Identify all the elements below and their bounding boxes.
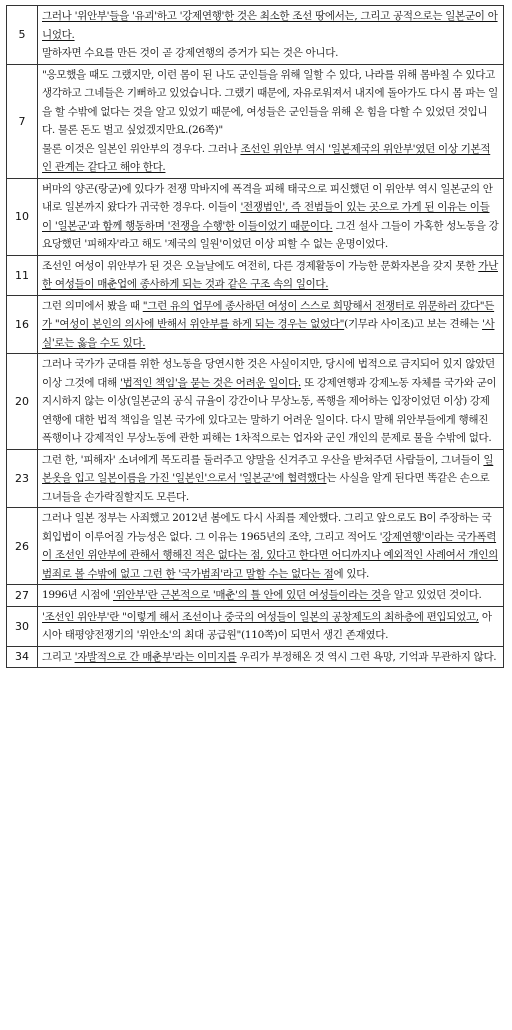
plain-text: 버마의 양곤(랑군)에 있다가 전쟁 막바지에 폭격을 피해 태국으로 피신했던 이 위안부 역시 일본군의 안내로 일본까지 왔다가 귀국한 경우다. 이들이 [42, 182, 493, 213]
plain-text: 우리가 부정해온 것 역시 그런 욕망, 기억과 무관하지 않다. [236, 650, 497, 663]
row-text [38, 295, 504, 354]
row-number: 7 [7, 64, 38, 178]
row-text [38, 585, 504, 607]
passage-row [7, 508, 504, 585]
row-text [38, 178, 504, 255]
plain-text: 말하자면 수요를 만든 것이 곧 강제연행의 증거가 되는 것은 아니다. [42, 47, 339, 59]
passage-row [7, 646, 504, 668]
text-paragraph [42, 66, 499, 140]
plain-text: (기무라 사이조)고 보는 견해는 [344, 318, 483, 330]
plain-text: 물론 이것은 일본인 위안부의 경우다. 그러나 [42, 142, 241, 155]
plain-text: 그리고 [42, 650, 75, 663]
passage-row [7, 6, 504, 65]
row-text [38, 508, 504, 585]
plain-text: 그런 한, '피해자' 소녀에게 목도리를 둘러주고 양말을 신겨주고 우산을 받쳐주던 사람들이, 그녀들이 [42, 453, 484, 466]
underlined-text: '위안부'란 근본적으로 '매춘'의 틀 안에 있던 여성들이라는 것 [112, 589, 381, 601]
row-text [38, 606, 504, 646]
underlined-text: '조선인 위안부'란 "이렇게 해서 조선이나 중국의 여성들이 일본의 공창제도의 최하층에 편입되었고, [42, 610, 479, 623]
row-text [38, 449, 504, 508]
row-text [38, 6, 504, 65]
plain-text: 그런 의미에서 봤을 때 [42, 299, 143, 312]
plain-text: 그러나 일본 정부는 사죄했고 2012년 봄에도 다시 사죄를 제안했다. 그리고 앞으로도 B이 주장하는 국회입법이 이루어질 가능성은 없다. 그 이유는 1965년의 조약, 그리고 적어도 ' [42, 512, 492, 543]
text-paragraph [42, 140, 499, 177]
plain-text: 1996년 시점에 [42, 589, 113, 601]
underlined-text: 그러나 '위안부'들을 '유괴'하고 '강제연행'한 것은 최소한 조선 땅에서는, 그리고 공적으로는 일본군이 아니었다. [42, 10, 498, 41]
row-number: 20 [7, 354, 38, 450]
plain-text: 아시아 태평양전쟁기의 '위안소'의 최대 공급원"(110쪽)이 되면서 생긴 존재였다. [42, 610, 492, 641]
row-number: 5 [7, 6, 38, 65]
text-paragraph [42, 44, 499, 63]
passage-row [7, 178, 504, 255]
plain-text: 또 강제연행과 강제노동 자체를 국가와 군이 지시하지 않는 이상(일본군의 공식 규율이 강간이나 무상노동, 폭행을 제어하는 입장이었던 이상) 강제연행에 대한 법적 책임을 일본 국가에 있다고는 말하기 어려운 일이다. 다시 말해 위안부들에게 행해진 폭행이나 강제적인 무상노동에 관한 피해는 1차적으로는 업자와 군인 개인의 문제로 물을 수밖에 없다. [42, 376, 497, 444]
plain-text: 조선인 여성이 위안부가 된 것은 오늘날에도 여전히, 다른 경제활동이 가능한 문화자본을 갖지 못한 [42, 259, 479, 272]
row-number: 27 [7, 585, 38, 607]
row-number: 23 [7, 449, 38, 508]
underlined-text: "그런 유의 업무에 종사하던 여성이 스스로 희망해서 전쟁터로 위문하러 갔다"든가 "여성이 본인의 의사에 반해서 위안부를 하게 되는 경우는 없었다" [42, 299, 495, 330]
row-number: 11 [7, 255, 38, 295]
text-paragraph [42, 7, 499, 44]
passage-row [7, 64, 504, 178]
underlined-text: 강제연행'이라는 국가폭력이 조선인 위안부에 관해서 행해진 적은 없다는 점, 있다고 한다면 어디까지나 예외적인 사례여서 개인의 범죄로 볼 수밖에 없고 그런 한 '국가범죄'라고 말할 수는 없다는 점 [42, 530, 498, 580]
row-number: 16 [7, 295, 38, 354]
underlined-text: 조선인 위안부 역시 '일본제국의 위안부'였던 이상 기본적인 관계는 같다고 해야 한다. [42, 142, 491, 173]
row-number: 10 [7, 178, 38, 255]
passage-row [7, 449, 504, 508]
passage-table-grid [6, 5, 504, 668]
text-paragraph [42, 180, 499, 254]
row-number: 34 [7, 646, 38, 668]
row-text [38, 354, 504, 450]
underlined-text: '전쟁범인', 즉 전범들이 있는 곳으로 가게 된 이유는 이들이 '일본군'과 함께 행동하며 '전쟁을 수행'한 이들이었기 때문이다. [42, 201, 490, 232]
text-paragraph [42, 509, 499, 583]
row-text [38, 64, 504, 178]
passage-table-body [7, 6, 504, 668]
text-paragraph [42, 355, 499, 448]
text-paragraph [42, 297, 499, 353]
underlined-text: '자발적으로 간 매춘부'라는 이미지를 [74, 650, 237, 663]
plain-text: 에 있다. [333, 567, 370, 580]
passage-row [7, 606, 504, 646]
underlined-text: 가난한 여성들이 매춘업에 종사하게 되는 것과 같은 구조 속의 일이다. [42, 259, 498, 290]
passage-row [7, 295, 504, 354]
row-text [38, 646, 504, 668]
passage-row [7, 585, 504, 607]
underlined-text: '사실'로는 옳을 수도 있다. [42, 318, 495, 349]
text-paragraph [42, 608, 499, 645]
text-paragraph [42, 586, 499, 605]
passage-row [7, 354, 504, 450]
plain-text: 는 사실을 알게 된다면 똑같은 손으로 그녀들을 손가락질할지도 모른다. [42, 472, 490, 503]
plain-text: 을 알고 있었던 것이다. [380, 589, 482, 601]
passage-row [7, 255, 504, 295]
passage-table [6, 5, 504, 668]
underlined-text: '법적인 책임'을 묻는 것은 어려운 일이다. [120, 376, 301, 389]
plain-text: "응모했을 때도 그랬지만, 이런 몸이 된 나도 군인들을 위해 일할 수 있다, 나라를 위해 몸바칠 수 있다고 생각하고 그네들은 기뻐하고 있었습니다. 그랬기 때문에, 자유로워져서 내지에 돌아가도 다시 몸 파는 일을 할 수밖에 없다는 것을 알고 있었기 때문에, 여성들은 군인들을 위해 온 힘을 다할 수 있었던 것입니다. 물론 돈도 벌고 싶었겠지만요.(26쪽)" [42, 68, 498, 136]
row-text [38, 255, 504, 295]
row-number: 30 [7, 606, 38, 646]
row-number: 26 [7, 508, 38, 585]
text-paragraph [42, 451, 499, 507]
plain-text: 그건 설사 그들이 가혹한 성노동을 강요당했던 '피해자'라고 해도 '제국의 일원'이었던 이상 피할 수 없는 운명이었다. [42, 219, 499, 250]
underlined-text: 일본옷을 입고 일본이름을 가진 '일본인'으로서 '일본군'에 협력했다 [42, 453, 494, 484]
plain-text: 그러나 국가가 군대를 위한 성노동을 당연시한 것은 사실이지만, 당시에 법적으로 금지되어 있지 않았던 이상 그것에 대해 [42, 358, 495, 389]
text-paragraph [42, 257, 499, 294]
text-paragraph [42, 648, 499, 667]
